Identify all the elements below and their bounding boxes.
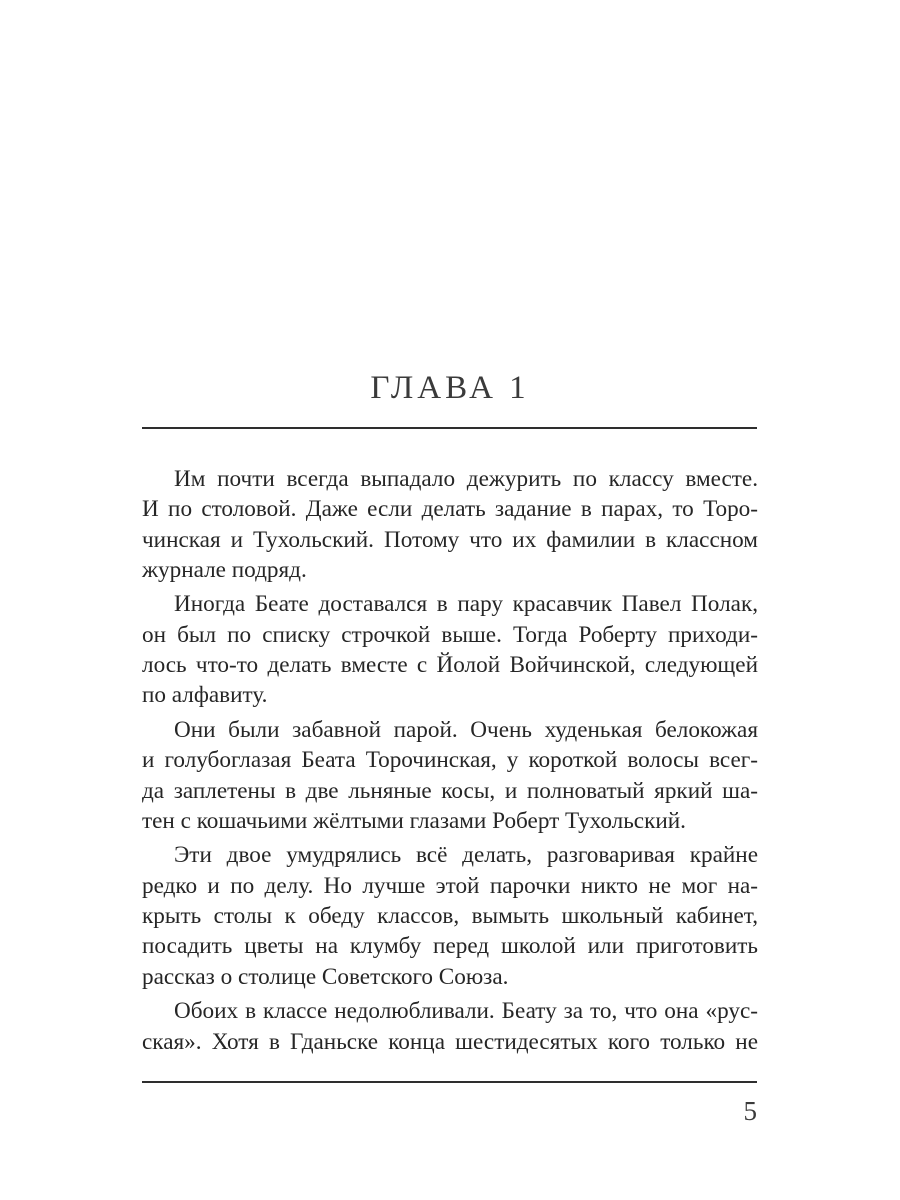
text-line: редко и по делу. Но лучше этой парочки никто не мог на- (142, 872, 758, 899)
text-line: крыть столы к обеду классов, вымыть школьный кабинет, (142, 903, 758, 930)
page-number: 5 (743, 1096, 757, 1126)
paragraph-5 (142, 996, 758, 1057)
text-line: журнале подряд. (142, 556, 307, 583)
text-line: тен с кошачьими жёлтыми глазами Роберт Тухольский. (142, 807, 686, 834)
paragraph-4 (142, 840, 758, 991)
text-line: Иногда Беате доставался в пару красавчик Павел Полак, (174, 591, 758, 618)
text-line: Обоих в классе недолюбливали. Беату за то, что она «рус- (174, 998, 758, 1025)
text-line: рассказ о столице Советского Союза. (142, 963, 509, 990)
chapter-title: ГЛАВА 1 (370, 370, 530, 406)
text-line: и голубоглазая Беата Торочинская, у короткой волосы всег- (142, 747, 758, 774)
text-line: по алфавиту. (142, 682, 268, 709)
text-line: он был по списку строчкой выше. Тогда Роберту приходи- (142, 621, 758, 648)
text-line: И по столовой. Даже если делать задание в парах, то Торо- (142, 496, 758, 523)
text-line: чинская и Тухольский. Потому что их фамилии в классном (142, 526, 758, 553)
text-line: Эти двое умудрялись всё делать, разговаривая крайне (174, 842, 758, 869)
paragraph-1 (142, 464, 758, 585)
text-line: Им почти всегда выпадало дежурить по классу вместе. (174, 466, 758, 492)
text-line: лось что-то делать вместе с Йолой Войчинской, следующей (142, 652, 758, 679)
header-rule (142, 427, 757, 429)
text-line: ская». Хотя в Гданьске конца шестидесятых кого только не (142, 1028, 758, 1055)
footer-rule (142, 1081, 757, 1083)
text-line: да заплетены в две льняные косы, и полноватый яркий ша- (142, 777, 758, 804)
text-line: Они были забавной парой. Очень худенькая белокожая (174, 716, 758, 743)
body-text (142, 464, 758, 1061)
text-line: посадить цветы на клумбу перед школой или приготовить (142, 933, 758, 960)
paragraph-2 (142, 589, 758, 710)
paragraph-3 (142, 715, 758, 836)
